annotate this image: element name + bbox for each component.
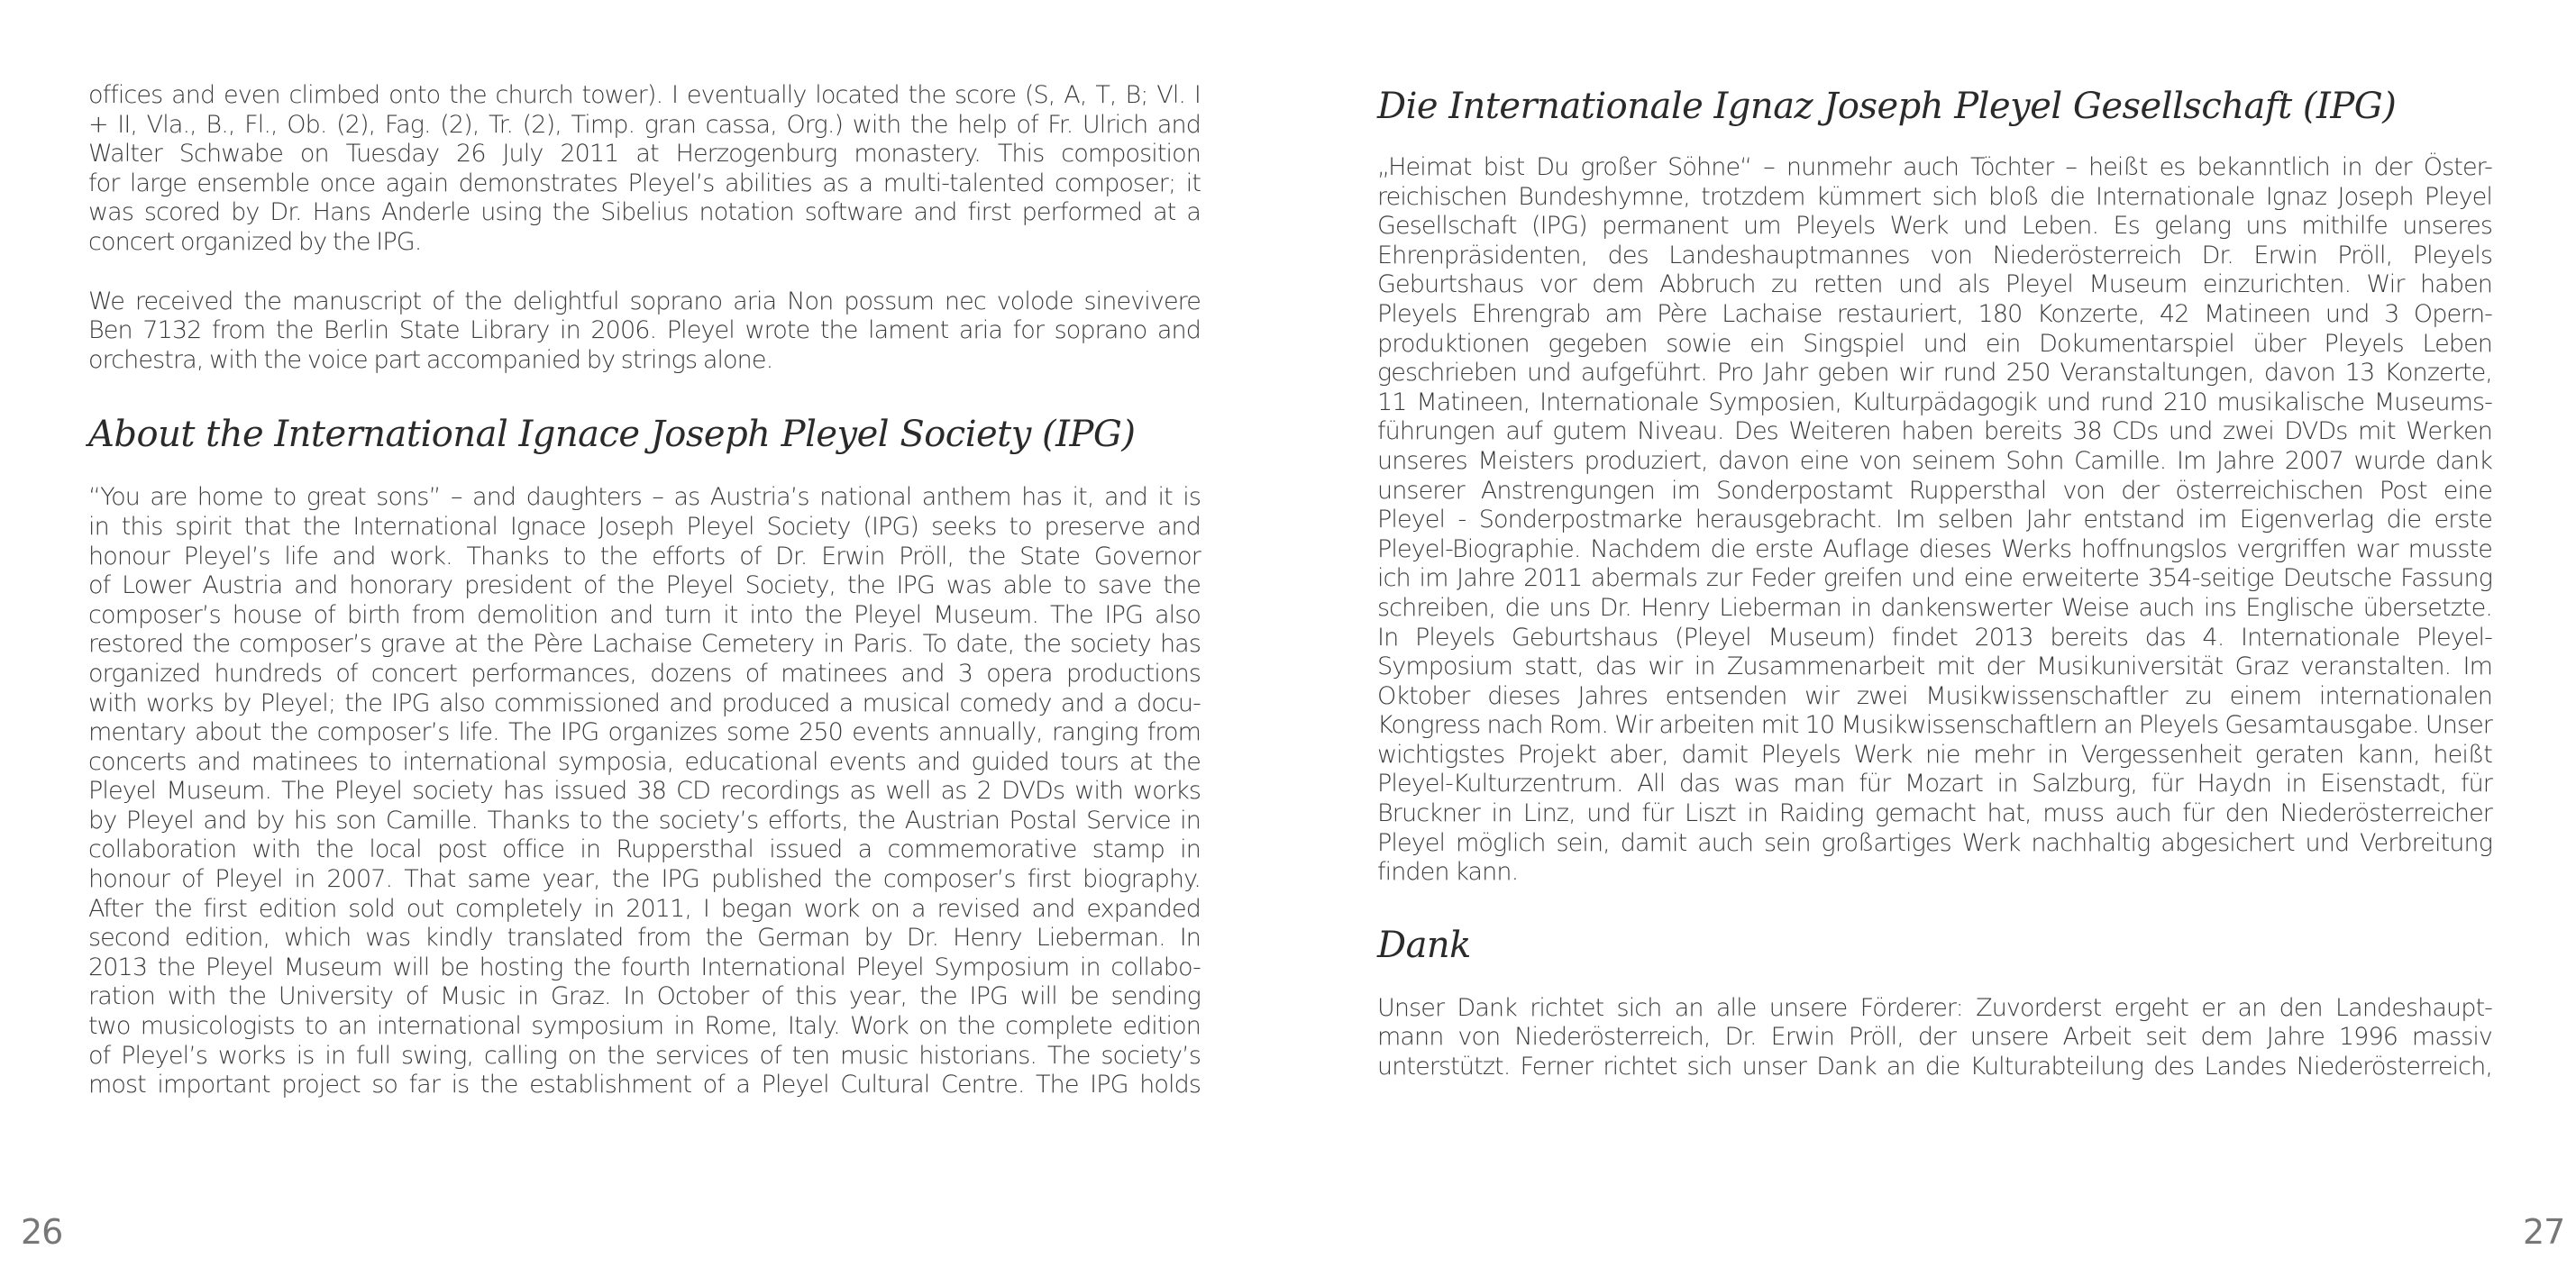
page-number-left: 26 [21,1212,63,1252]
text-line: „Heimat bist Du großer Söhne“ – nunmehr auch Töchter – heißt es bekanntlich in der Öster- [1377,153,2492,181]
paragraph-score-discovery [88,81,1201,258]
left-text-column [88,81,1201,1100]
text-line: geschrieben und aufgeführt. Pro Jahr geben wir rund 250 Veranstaltungen, davon 13 Konzerte, [1377,359,2492,388]
text-line: Walter Schwabe on Tuesday 26 July 2011 at Herzogenburg monastery. This composition [88,140,1201,169]
text-line: wichtigstes Projekt aber, damit Pleyels Werk nie mehr in Vergessenheit geraten kann, heißt [1377,740,2492,769]
right-text-column [1377,81,2492,1082]
paragraph-about-ipg [88,483,1201,1099]
section-heading-dank: Dank [1377,924,1471,966]
text-line: Bruckner in Linz, und für Liszt in Raiding gemacht hat, muss auch für den Niederösterreicher [1377,799,2492,828]
text-line: Pleyel möglich sein, damit auch sein großartiges Werk nachhaltig abgesichert und Verbreitung [1377,828,2492,857]
text-line: Kongress nach Rom. Wir arbeiten mit 10 Musikwissenschaftlern an Pleyels Gesamtausgabe. Unser [1377,711,2492,740]
text-line: mann von Niederösterreich, Dr. Erwin Pröll, der unsere Arbeit seit dem Jahre 1996 massiv [1377,1023,2492,1052]
text-line: Unser Dank richtet sich an alle unsere Förderer: Zuvorderst ergeht er an den Landeshaupt- [1377,993,2492,1022]
text-line: ration with the University of Music in Graz. In October of this year, the IPG will be sending [88,982,1201,1011]
text-line: orchestra, with the voice part accompanied by strings alone. [88,345,773,374]
text-line: unseres Meisters produziert, davon eine von seinem Sohn Camille. Im Jahre 2007 wurde dank [1377,446,2492,475]
text-line: of Lower Austria and honorary president of the Pleyel Society, the IPG was able to save the [88,571,1201,600]
text-line: honour Pleyel’s life and work. Thanks to the efforts of Dr. Erwin Pröll, the State Governor [88,542,1201,570]
text-line: Ehrenpräsidenten, des Landeshauptmannes von Niederösterreich Dr. Erwin Pröll, Pleyels [1377,241,2492,269]
text-line: in this spirit that the International Ignace Joseph Pleyel Society (IPG) seeks to preserve and [88,512,1201,541]
text-line: Pleyel-Kulturzentrum. All das was man für Mozart in Salzburg, für Haydn in Eisenstadt, für [1377,770,2492,798]
section-heading-about-ipg: About the International Ignace Joseph Pleyel Society (IPG) [88,414,1136,456]
text-line: Pleyel Museum. The Pleyel society has issued 38 CD recordings as well as 2 DVDs with works [88,777,1201,806]
text-line: restored the composer’s grave at the Père Lachaise Cemetery in Paris. To date, the society has [88,630,1201,659]
text-line: produktionen gegeben sowie ein Singspiel und ein Dokumentarspiel über Pleyels Leben [1377,329,2492,358]
text-line: unterstützt. Ferner richtet sich unser Dank an die Kulturabteilung des Landes Niederösterreich, [1377,1053,2492,1081]
text-line: two musicologists to an international symposium in Rome, Italy. Work on the complete edition [88,1012,1201,1041]
text-line: Symposium statt, das wir in Zusammenarbeit mit der Musikuniversität Graz veranstalten. Im [1377,652,2492,681]
page-number-right: 27 [2523,1212,2565,1252]
text-line: was scored by Dr. Hans Anderle using the Sibelius notation software and first performed at a [88,198,1201,227]
text-line: second edition, which was kindly translated from the German by Dr. Henry Lieberman. In [88,924,1201,953]
text-line: for large ensemble once again demonstrates Pleyel’s abilities as a multi-talented composer; it [88,169,1201,197]
text-line: After the first edition sold out completely in 2011, I began work on a revised and expanded [88,894,1201,923]
section-heading-ipg-german: Die Internationale Ignaz Joseph Pleyel Gesellschaft (IPG) [1377,86,2397,127]
text-line: Ben 7132 from the Berlin State Library in 2006. Pleyel wrote the lament aria for soprano and [88,316,1201,345]
text-line: schreiben, die uns Dr. Henry Lieberman in dankenswerter Weise auch ins Englische übersetzte. [1377,593,2492,622]
text-line: ich im Jahre 2011 abermals zur Feder greifen und eine erweiterte 354-seitige Deutsche Fassung [1377,564,2492,593]
text-line: by Pleyel and by his son Camille. Thanks to the society’s efforts, the Austrian Postal Service in [88,806,1201,835]
text-line: Pleyel-Biographie. Nachdem die erste Auflage dieses Werks hoffnungslos vergriffen war musste [1377,534,2492,563]
text-line: führungen auf gutem Niveau. Des Weiteren haben bereits 38 CDs und zwei DVDs mit Werken [1377,417,2492,446]
text-line: finden kann. [1377,858,1519,887]
text-line: concerts and matinees to international symposia, educational events and guided tours at the [88,747,1201,776]
text-line: composer’s house of birth from demolition and turn it into the Pleyel Museum. The IPG also [88,600,1201,629]
text-line: Oktober dieses Jahres entsenden wir zwei Musikwissenschaftler zu einem internationalen [1377,681,2492,710]
text-line: unserer Anstrengungen im Sonderpostamt Ruppersthal von der österreichischen Post eine [1377,476,2492,505]
text-line: In Pleyels Geburtshaus (Pleyel Museum) findet 2013 bereits das 4. Internationale Pleyel- [1377,623,2492,652]
text-line: honour of Pleyel in 2007. That same year, the IPG published the composer’s first biography. [88,865,1201,894]
text-line: 11 Matineen, Internationale Symposien, Kulturpädagogik und rund 210 musikalische Museums- [1377,388,2492,416]
text-line: “You are home to great sons” – and daughters – as Austria’s national anthem has it, and it is [88,483,1201,512]
text-line: reichischen Bundeshymne, trotzdem kümmert sich bloß die Internationale Ignaz Joseph Pleyel [1377,182,2492,211]
text-line: We received the manuscript of the delightful soprano aria Non possum nec volode sinevivere [88,287,1201,315]
right-page [1288,0,2576,1277]
text-line: collaboration with the local post office in Ruppersthal issued a commemorative stamp in [88,835,1201,864]
paragraph-ipg-german [1377,153,2492,888]
text-line: offices and even climbed onto the church tower). I eventually located the score (S, A, T, B; Vl. I [88,81,1201,109]
text-line: with works by Pleyel; the IPG also commissioned and produced a musical comedy and a docu- [88,689,1201,717]
text-line: Geburtshaus vor dem Abbruch zu retten und als Pleyel Museum einzurichten. Wir haben [1377,270,2492,299]
text-line: Pleyel - Sonderpostmarke herausgebracht. Im selben Jahr entstand im Eigenverlag die erste [1377,506,2492,534]
text-line: most important project so far is the establishment of a Pleyel Cultural Centre. The IPG holds [88,1071,1201,1099]
text-line: + II, Vla., B., Fl., Ob. (2), Fag. (2), Tr. (2), Timp. gran cassa, Org.) with the help of Fr. Ulrich and [88,110,1201,139]
text-line: mentary about the composer’s life. The IPG organizes some 250 events annually, ranging from [88,718,1201,747]
paragraph-soprano-aria [88,287,1201,376]
paragraph-dank [1377,994,2492,1082]
text-line: Gesellschaft (IPG) permanent um Pleyels Werk und Leben. Es gelang uns mithilfe unseres [1377,212,2492,241]
text-line: 2013 the Pleyel Museum will be hosting the fourth International Pleyel Symposium in collabo- [88,953,1201,981]
text-line: of Pleyel’s works is in full swing, calling on the services of ten music historians. The society’s [88,1041,1201,1070]
text-line: Pleyels Ehrengrab am Père Lachaise restauriert, 180 Konzerte, 42 Matineen und 3 Opern- [1377,299,2492,328]
text-line: concert organized by the IPG. [88,227,422,256]
text-line: organized hundreds of concert performances, dozens of matinees and 3 opera productions [88,659,1201,688]
